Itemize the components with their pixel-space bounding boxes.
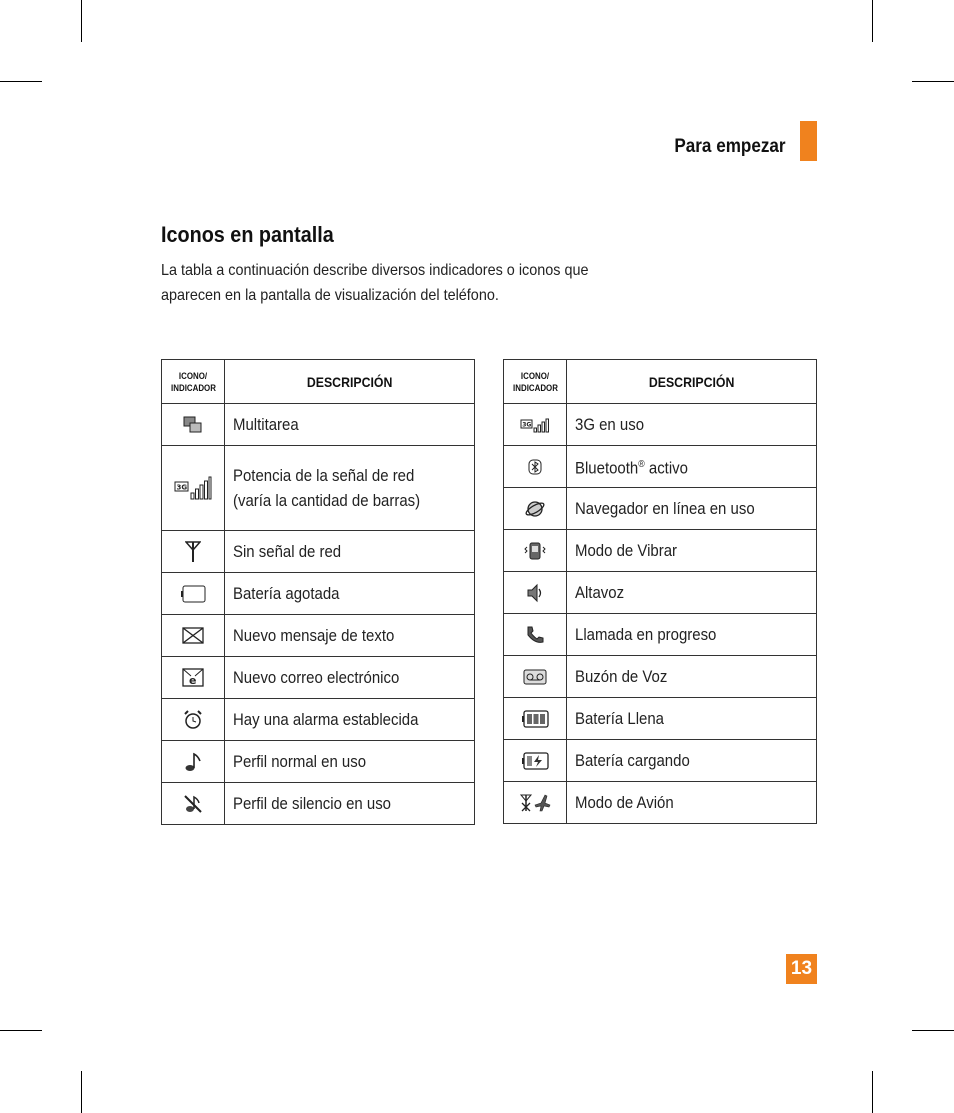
crop-mark: [0, 81, 42, 82]
table-row: [162, 657, 475, 699]
svg-text:e: e: [189, 674, 197, 687]
battery-charging-icon: [504, 752, 566, 770]
table-row: [504, 740, 817, 782]
description-text: Nuevo correo electrónico: [233, 668, 400, 687]
table-row: [162, 404, 475, 446]
description-text: Altavoz: [575, 583, 625, 602]
description-text: Batería agotada: [233, 584, 340, 603]
description-text: Modo de Avión: [575, 793, 674, 812]
page-heading: Iconos en pantalla: [161, 222, 334, 247]
description-text: Perfil normal en uso: [233, 752, 367, 771]
table-row: [504, 572, 817, 614]
signal-strength-icon: [162, 476, 224, 500]
icon-table-right: [503, 359, 817, 824]
browser-globe-icon: [504, 499, 566, 519]
table-row: [162, 615, 475, 657]
description-text: Sin señal de red: [233, 542, 342, 561]
voicemail-icon: [504, 669, 566, 685]
table-row: [162, 446, 475, 531]
intro-line: La tabla a continuación describe diversos indicadores o iconos que: [161, 262, 589, 279]
header-line: INDICADOR: [170, 382, 216, 393]
silent-icon: [162, 794, 224, 814]
music-note-icon: [162, 752, 224, 772]
description-text: Navegador en línea en uso: [575, 499, 755, 518]
table-row: [504, 530, 817, 572]
table-row: [162, 741, 475, 783]
section-title: Para empezar: [674, 136, 786, 157]
crop-mark: [912, 81, 954, 82]
table-row: [162, 699, 475, 741]
envelope-icon: [162, 627, 224, 644]
section-tab: [800, 121, 817, 161]
table-row: [504, 446, 817, 488]
description-text: Potencia de la señal de red: [233, 466, 415, 485]
intro-line: aparecen en la pantalla de visualización del teléfono.: [161, 287, 499, 304]
description-text: Bluetooth® activo: [575, 458, 688, 478]
crop-mark: [912, 1030, 954, 1031]
airplane-mode-icon: [504, 793, 566, 813]
multitask-icon: [162, 416, 224, 434]
icon-column-header: [162, 360, 225, 404]
table-row: [504, 488, 817, 530]
crop-mark: [81, 1071, 82, 1113]
3g-icon: [504, 417, 566, 433]
description-column-header: DESCRIPCIÓN: [225, 360, 475, 404]
no-signal-icon: [162, 541, 224, 563]
table-row: [504, 404, 817, 446]
description-text: Buzón de Voz: [575, 667, 668, 686]
battery-full-icon: [504, 710, 566, 728]
table-row: [504, 614, 817, 656]
crop-mark: [81, 0, 82, 42]
email-icon: [162, 668, 224, 687]
description-text: Multitarea: [233, 415, 299, 434]
header-line: ICONO/: [520, 370, 550, 381]
table-row: [504, 656, 817, 698]
alarm-clock-icon: [162, 710, 224, 730]
table-row: [162, 531, 475, 573]
table-row: [504, 782, 817, 824]
description-text: 3G en uso: [575, 415, 645, 434]
icon-column-header: [504, 360, 567, 404]
table-header-row: [504, 360, 817, 404]
svg-text:3G: 3G: [522, 421, 532, 428]
description-text: Llamada en progreso: [575, 625, 717, 644]
description-text: Modo de Vibrar: [575, 541, 678, 560]
description-text: Nuevo mensaje de texto: [233, 626, 395, 645]
battery-empty-icon: [162, 585, 224, 603]
crop-mark: [0, 1030, 42, 1031]
table-row: [162, 573, 475, 615]
description-text: Hay una alarma establecida: [233, 710, 419, 729]
bluetooth-icon: [504, 459, 566, 475]
speaker-icon: [504, 583, 566, 603]
table-row: [162, 783, 475, 825]
page-number: 13: [786, 954, 817, 984]
header-line: INDICADOR: [512, 382, 558, 393]
intro-paragraph: [161, 258, 629, 308]
phone-call-icon: [504, 625, 566, 645]
table-row: [504, 698, 817, 740]
crop-mark: [872, 0, 873, 42]
description-text: Batería cargando: [575, 751, 690, 770]
description-text: Perfil de silencio en uso: [233, 794, 392, 813]
table-header-row: [162, 360, 475, 404]
crop-mark: [872, 1071, 873, 1113]
vibrate-icon: [504, 541, 566, 561]
header-line: ICONO/: [178, 370, 208, 381]
svg-text:3G: 3G: [176, 483, 188, 492]
description-text: Batería Llena: [575, 709, 665, 728]
description-text: (varía la cantidad de barras): [233, 491, 421, 510]
icon-table-left: [161, 359, 475, 825]
description-column-header: DESCRIPCIÓN: [567, 360, 817, 404]
